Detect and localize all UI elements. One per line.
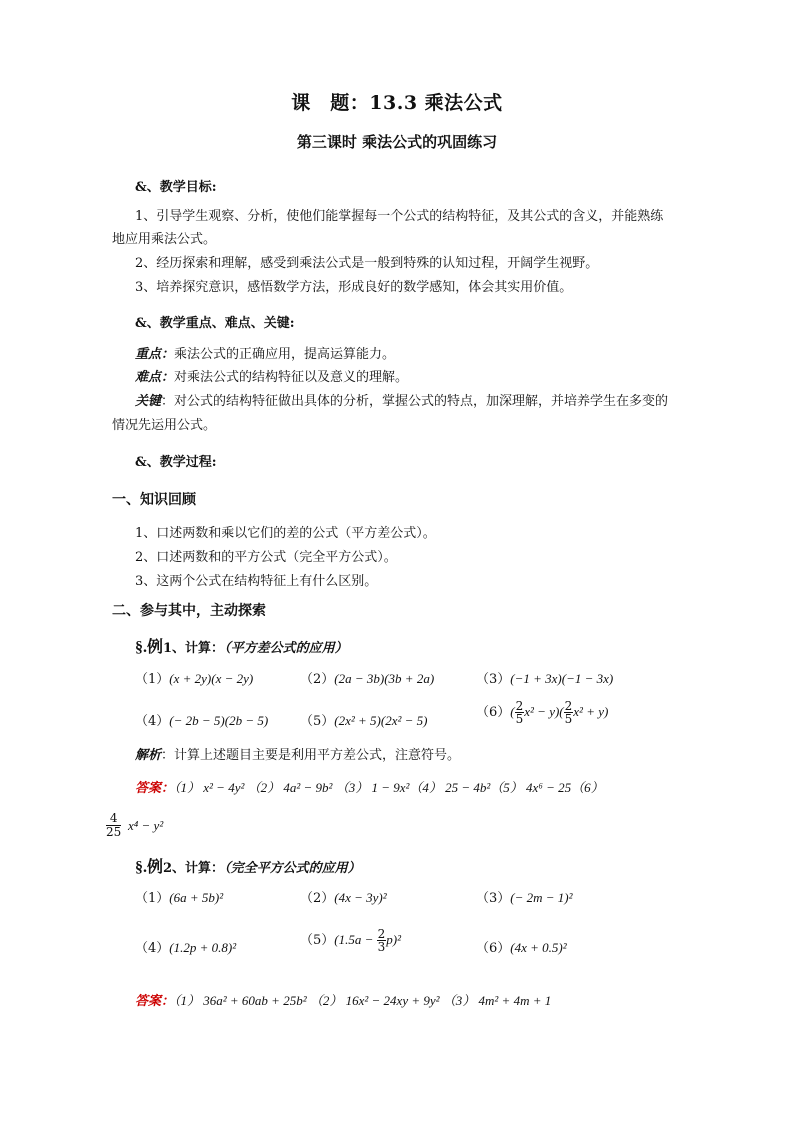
ex2-problem-5-num: （5） [300, 933, 335, 948]
answer-label: 答案： [135, 781, 175, 796]
analysis-label: 解析 [135, 748, 162, 763]
ex2-problem-5-fraction [377, 928, 387, 953]
ex2-problem-3 [476, 887, 573, 906]
ex1-problem-6-mid: x² − y)( [524, 704, 564, 719]
ex2-problem-4 [135, 937, 236, 956]
fraction-denominator: 25 [106, 824, 122, 839]
difficulty-line [135, 366, 408, 385]
example1-mark: §.例 [135, 639, 164, 656]
goal-item-1-cont: 地应用乘法公式。 [112, 232, 217, 247]
answer-text: （1） 36a² + 60ab + 25b² （2） 16x² − 24xy + 9y² （3） 4m² + 4m + 1 [174, 993, 552, 1008]
ex2-problem-2-expr: (4x − 3y)² [334, 890, 387, 905]
key-line-cont: 情况先运用公式。 [112, 418, 217, 433]
key-label: 关键 [135, 394, 162, 409]
ex1-problem-4-num: （4） [135, 714, 170, 729]
fraction-numerator: 2 [515, 699, 524, 713]
ex2-problem-1-num: （1） [135, 891, 170, 906]
ex1-problem-1-num: （1） [135, 672, 170, 687]
goal-item-1: 1、引导学生观察、分析，使他们能掌握每一个公式的结构特征，及其公式的含义，并能熟练 [135, 209, 664, 224]
goal-item-3: 3、培养探究意识，感悟数学方法，形成良好的数学感知，体会其实用价值。 [135, 280, 573, 295]
fraction-denominator: 5 [515, 712, 524, 726]
ex1-problem-4-expr: (− 2b − 5)(2b − 5) [169, 713, 269, 728]
example2-note: （完全平方公式的应用） [224, 861, 361, 876]
ex2-problem-4-expr: (1.2p + 0.8)² [169, 940, 237, 955]
review-item-1: 1、口述两数和乘以它们的差的公式（平方差公式）。 [135, 526, 436, 541]
example2-header [135, 854, 361, 877]
page-title: 课 题：13.3 乘法公式 [291, 92, 503, 114]
fraction-numerator: 4 [106, 812, 121, 826]
difficulty-label: 难点： [135, 370, 175, 385]
review-item-2: 2、口述两数和的平方公式（完全平方公式）。 [135, 550, 397, 565]
ex1-problem-6-open: ( [510, 704, 515, 719]
ex2-problem-5-open: (1.5a − [334, 932, 377, 947]
example2-label: 2、计算： [163, 861, 225, 876]
ex1-problem-6-num: （6） [476, 705, 511, 720]
example2-answer [135, 990, 551, 1009]
answer-text: （1） x² − 4y² （2） 4a² − 9b² （3） 1 − 9x²（4） 25 − 4b²（5） 4x⁶ − 25（6） [174, 780, 604, 795]
ex1-problem-3 [476, 668, 613, 687]
analysis-text: ：计算上述题目主要是利用平方差公式，注意符号。 [161, 748, 461, 763]
ex2-problem-2-num: （2） [300, 891, 335, 906]
example1-analysis [135, 744, 460, 763]
example2-mark: §.例 [135, 859, 164, 876]
review-item-3: 3、这两个公式在结构特征上有什么区别。 [135, 574, 378, 589]
focus-line [135, 343, 395, 362]
fraction-denominator: 3 [377, 940, 386, 954]
key-text: ：对公式的结构特征做出具体的分析，掌握公式的特点，加深理解，并培养学生在多变的 [161, 394, 669, 409]
process-heading: &、教学过程: [135, 455, 217, 470]
ex1-problem-5-expr: (2x² + 5)(2x² − 5) [334, 713, 428, 728]
ex1-problem-2-expr: (2a − 3b)(3b + 2a) [334, 671, 435, 686]
ex2-problem-2 [300, 887, 387, 906]
example1-label: 1、计算： [163, 641, 225, 656]
ex2-problem-4-num: （4） [135, 941, 170, 956]
ex2-problem-5-close: p)² [386, 932, 402, 947]
example1-header [135, 634, 348, 657]
fraction-numerator: 2 [564, 699, 573, 713]
ex1-problem-3-num: （3） [476, 672, 511, 687]
focus-label: 重点： [135, 347, 175, 362]
difficulty-text: 对乘法公式的结构特征以及意义的理解。 [174, 370, 409, 385]
ex2-problem-1 [135, 887, 223, 906]
ex2-problem-3-num: （3） [476, 891, 511, 906]
ex1-problem-1 [135, 668, 253, 687]
ex2-problem-6-num: （6） [476, 941, 511, 956]
keypoints-heading: &、教学重点、难点、关键: [135, 316, 295, 331]
fraction-numerator: 2 [377, 927, 386, 941]
fraction-denominator: 5 [564, 712, 573, 726]
goal-item-2: 2、经历探索和理解，感受到乘法公式是一般到特殊的认知过程，开阔学生视野。 [135, 256, 599, 271]
ex1-problem-1-expr: (x + 2y)(x − 2y) [169, 671, 254, 686]
ex1-problem-5-num: （5） [300, 714, 335, 729]
answer-label: 答案： [135, 994, 175, 1009]
ex2-problem-5 [300, 928, 401, 953]
ex1-problem-6-fraction-a [515, 700, 525, 725]
ex1-problem-6-fraction-b [564, 700, 574, 725]
ex1-problem-2 [300, 668, 434, 687]
review-heading: 一、知识回顾 [112, 492, 196, 508]
answer6-fraction [106, 812, 121, 838]
explore-heading: 二、参与其中，主动探索 [112, 603, 266, 619]
answer6-tail: x⁴ − y² [128, 818, 164, 833]
ex1-problem-5 [300, 710, 427, 729]
example1-answer [135, 777, 604, 796]
ex2-problem-6-expr: (4x + 0.5)² [510, 940, 567, 955]
ex2-problem-3-expr: (− 2m − 1)² [510, 890, 573, 905]
ex1-problem-6-close: x² + y) [573, 704, 609, 719]
ex1-problem-6 [476, 700, 608, 725]
ex1-problem-4 [135, 710, 268, 729]
goals-heading: &、教学目标: [135, 180, 217, 195]
key-line [135, 390, 668, 409]
page-subtitle: 第三课时 乘法公式的巩固练习 [296, 133, 498, 151]
ex2-problem-6 [476, 937, 567, 956]
ex2-problem-1-expr: (6a + 5b)² [169, 890, 224, 905]
focus-text: 乘法公式的正确应用，提高运算能力。 [174, 347, 396, 362]
ex1-problem-2-num: （2） [300, 672, 335, 687]
ex1-problem-3-expr: (−1 + 3x)(−1 − 3x) [510, 671, 614, 686]
example1-note: （平方差公式的应用） [224, 641, 348, 656]
